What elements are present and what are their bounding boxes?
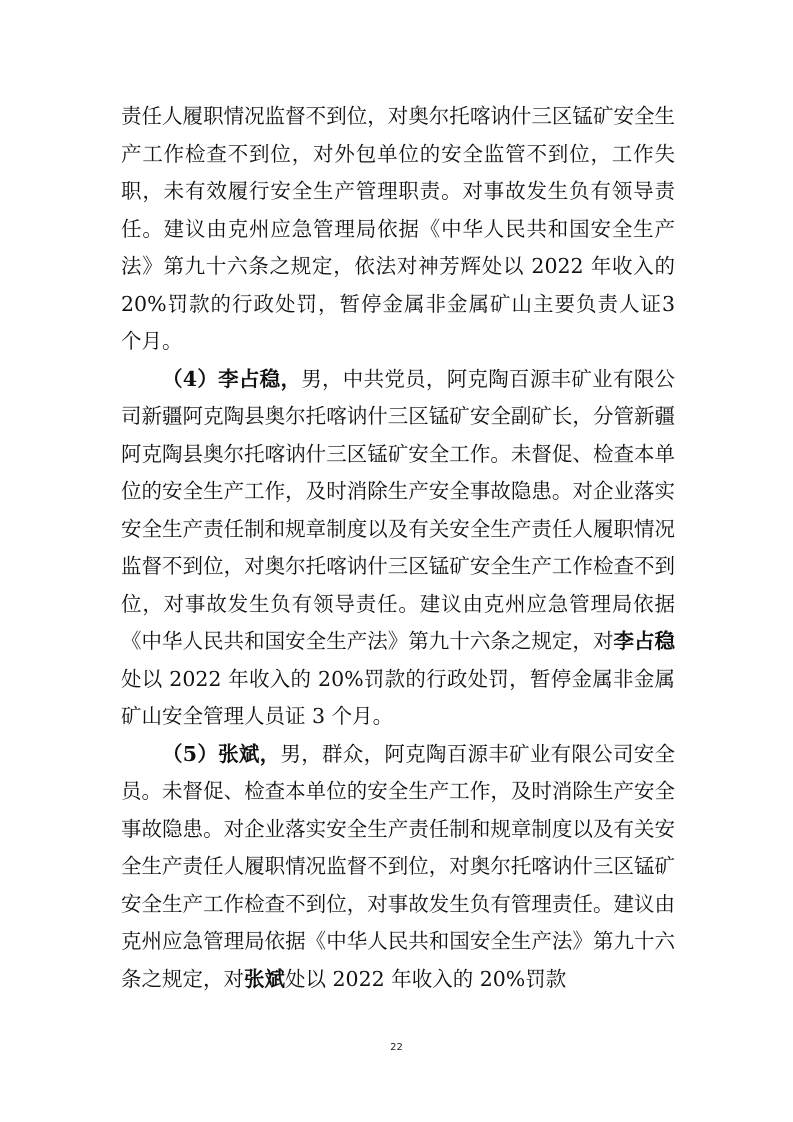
paragraph-item-5: [121, 736, 675, 999]
text-run: 男，中共党员，阿克陶百源丰矿业有限公司新疆阿克陶县奥尔托喀讷什三区锰矿安全副矿长，分管新疆阿克陶县奥尔托喀讷什三区锰矿安全工作。未督促、检查本单位的安全生产工作，及时消除生产安全事故隐患。对企业落实安全生产责任制和规章制度以及有关安全生产责任人履职情况监督不到位，对奥尔托喀讷什三区锰矿安全生产工作检查不到位，对事故发生负有领导责任。建议由克州应急管理局依据《中华人民共和国安全生产法》第九十六条之规定，对: [121, 366, 676, 653]
text-run: 处以 2022 年收入的 20%罚款的行政处罚，暂停金属非金属矿山安全管理人员证 3 个月。: [121, 666, 675, 728]
text-run: 责任人履职情况监督不到位，对奥尔托喀讷什三区锰矿安全生产工作检查不到位，对外包单位的安全监管不到位，工作失职，未有效履行安全生产管理职责。对事故发生负有领导责任。建议由克州应急管理局依据《中华人民共和国安全生产法》第九十六条之规定，依法对神芳辉处以 2022 年收入的 20%罚款的行政处罚，暂停金属非金属矿山主要负责人证3 个月。: [121, 104, 675, 353]
paragraph-continuation: [121, 98, 675, 361]
person-name: 李占稳: [613, 629, 676, 653]
item-5-heading: （5）张斌，: [162, 741, 281, 766]
paragraph-item-4: [121, 361, 675, 736]
item-4-heading: （4）李占稳，: [162, 366, 302, 391]
body-text: [121, 98, 675, 998]
text-run: 男，群众，阿克陶百源丰矿业有限公司安全员。未督促、检查本单位的安全生产工作，及时消除生产安全事故隐患。对企业落实安全生产责任制和规章制度以及有关安全生产责任人履职情况监督不到位，对奥尔托喀讷什三区锰矿安全生产工作检查不到位，对事故发生负有管理责任。建议由克州应急管理局依据《中华人民共和国安全生产法》第九十六条之规定，对: [121, 741, 676, 991]
person-name: 张斌: [244, 966, 285, 991]
text-run: 处以 2022 年收入的 20%罚款: [285, 966, 567, 991]
page-number: 22: [390, 1042, 403, 1053]
